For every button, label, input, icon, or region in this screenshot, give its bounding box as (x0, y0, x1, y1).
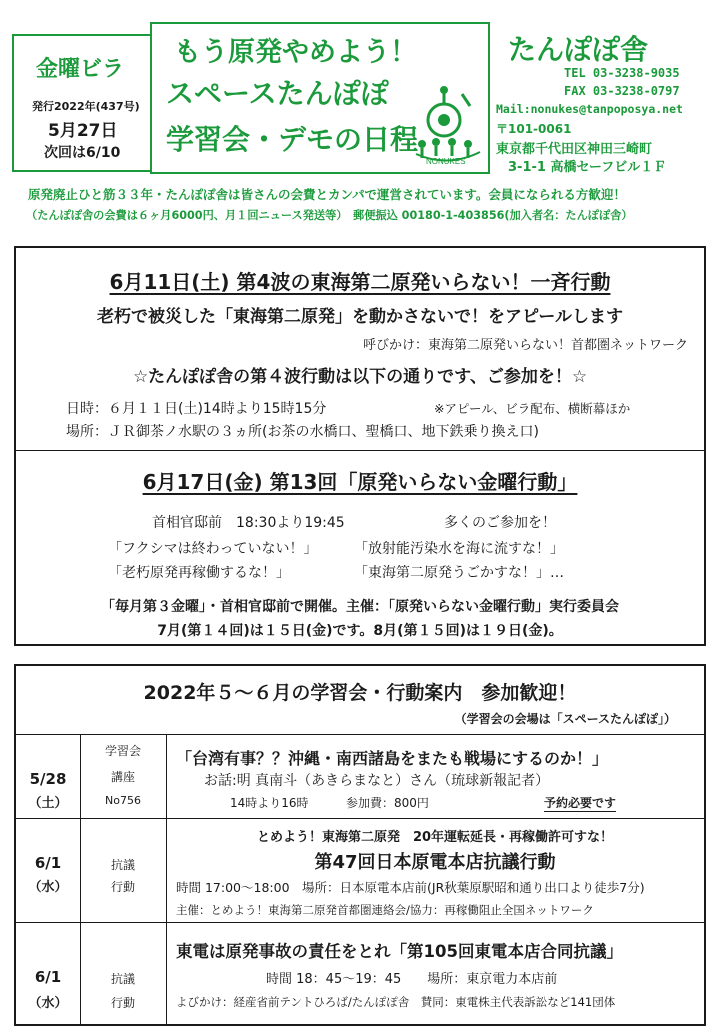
org-zip: 〒101-0061 (496, 122, 572, 136)
row3-day: （水） (28, 996, 68, 1011)
row1-type-2: 講座 (110, 770, 135, 784)
event2-slogan-4: 「東海第二原発うごかすな！」… (354, 565, 564, 581)
schedule-title: 2022年５～６月の学習会・行動案内 参加歓迎！ (143, 682, 577, 704)
row3-type-1: 抗議 (110, 972, 135, 986)
row1-type-1: 学習会 (104, 744, 141, 758)
issue-date: 5月27日 (48, 121, 118, 141)
org-fax: FAX 03-3238-0797 (564, 84, 680, 98)
row1-day: （土） (28, 796, 68, 811)
row2-lead: とめよう！東海第二原発 20年運転延長・再稼働許可すな！ (256, 830, 614, 845)
event2-place-time: 首相官邸前 18:30より19:45 (152, 515, 345, 531)
row3-organizer: よびかけ：経産省前テントひろば/たんぽぽ舎 賛同：東電株主代表訴訟など141団体 (176, 995, 616, 1009)
row1-type-3: No756 (105, 794, 141, 807)
row2-organizer: 主催：とめよう！東海第二原発首都圏連絡会/協力：再稼働阻止全国ネットワーク (176, 903, 594, 917)
flyer-label: 金曜ビラ (36, 57, 125, 82)
org-address-2: 3-1-1 高橋セーフビル１Ｆ (508, 160, 667, 175)
event2-info-2: 7月(第１４回)は１５日(金)です。8月(第１５回)は１９日(金)。 (157, 623, 563, 639)
org-mail[interactable]: Mail:nonukes@tanpoposya.net (496, 102, 683, 116)
row3-title: 東電は原発事故の責任をとれ「第105回東電本店合同抗議」 (176, 942, 623, 961)
row2-title: 第47回日本原電本店抗議行動 (314, 852, 556, 873)
row2-type-1: 抗議 (110, 858, 135, 872)
row1-reserve: 予約必要です (544, 796, 617, 810)
header-left-box (12, 34, 150, 172)
org-name: たんぽぽ舎 (508, 33, 649, 66)
notice-line-2: （たんぽぽ舎の会費は６ヶ月6000円、月１回ニュース発送等） 郵便振込 00180-1-403856(加入者名：たんぽぽ舎） (26, 209, 633, 222)
event1-subtitle: 老朽で被災した「東海第二原発」を動かさないで！をアピールします (97, 307, 623, 327)
protest-illustration (414, 84, 484, 166)
org-tel: TEL 03-3238-9035 (564, 66, 680, 80)
header-line3: 学習会・デモの日程 (166, 123, 419, 156)
schedule-divider-3 (16, 922, 704, 923)
next-issue: 次回は6/10 (44, 145, 121, 161)
event2-title: 6月17日(金) 第13回「原発いらない金曜行動」 (142, 470, 578, 494)
header-line1: もう原発やめよう！ (174, 37, 417, 68)
schedule-venue-note: （学習会の会場は「スペースたんぽぽ」） (454, 712, 676, 726)
schedule-divider-1 (16, 734, 704, 735)
org-address-1: 東京都千代田区神田三崎町 (496, 142, 653, 157)
event1-note: ※アピール、ビラ配布、横断幕ほか (434, 401, 631, 416)
notice-line-1: 原発廃止ひと筋３３年・たんぽぽ舎は皆さんの会費とカンパで運営されています。会員になられる方歓迎！ (28, 187, 626, 202)
row3-date: 6/1 (34, 968, 62, 986)
row3-type-2: 行動 (110, 996, 135, 1010)
event1-place: 場所：ＪＲ御茶ノ水駅の３ヵ所(お茶の水橋口、聖橋口、地下鉄乗り換え口) (66, 424, 539, 440)
schedule-divider-2 (16, 818, 704, 819)
event2-slogan-1: 「フクシマは終わっていない！」 (108, 541, 318, 557)
event1-intro: ☆たんぽぽ舎の第４波行動は以下の通りです、ご参加を！☆ (132, 367, 588, 387)
row2-time: 時間 17:00～18:00 場所：日本原電本店前(JR秋葉原駅昭和通り出口より徒歩7分) (176, 880, 645, 895)
event1-caller: 呼びかけ：東海第二原発いらない！首都圏ネットワーク (362, 338, 688, 353)
event2-slogan-3: 「老朽原発再稼働するな！」 (108, 565, 290, 581)
event1-title: 6月11日(土) 第4波の東海第二原発いらない！一斉行動 (109, 270, 611, 294)
schedule-table (14, 664, 706, 1026)
logo-text: NONUKES (426, 157, 466, 166)
event2-info-1: 「毎月第３金曜」・首相官邸前で開催。主催：「原発いらない金曜行動」実行委員会 (101, 599, 619, 615)
event2-join: 多くのご参加を！ (444, 515, 556, 531)
header-center-box (150, 22, 490, 174)
row2-day: （水） (28, 880, 68, 895)
row2-type-2: 行動 (110, 880, 135, 894)
header-line2: スペースたんぽぽ (166, 77, 389, 110)
issue-number: 発行2022年(437号) (32, 100, 140, 113)
event1-datetime: 日時：６月１１日(土)14時より15時15分 (66, 401, 327, 417)
row3-time: 時間 18：45～19：45 場所：東京電力本店前 (266, 972, 558, 987)
row2-date: 6/1 (34, 854, 62, 872)
row1-title: 「台湾有事？？沖縄・南西諸島をまたも戦場にするのか！」 (176, 749, 609, 768)
header-right-box (490, 22, 710, 174)
row1-date: 5/28 (29, 770, 67, 788)
row1-speaker: お話:明 真南斗（あきらまなと）さん（琉球新報記者） (204, 773, 550, 789)
row1-fee: 参加費：800円 (346, 796, 429, 810)
event2-slogan-2: 「放射能汚染水を海に流すな！」 (354, 541, 564, 557)
schedule-col-line-2 (166, 734, 167, 1024)
events-divider (16, 450, 704, 451)
events-box (14, 246, 706, 646)
row1-time: 14時より16時 (230, 796, 309, 810)
